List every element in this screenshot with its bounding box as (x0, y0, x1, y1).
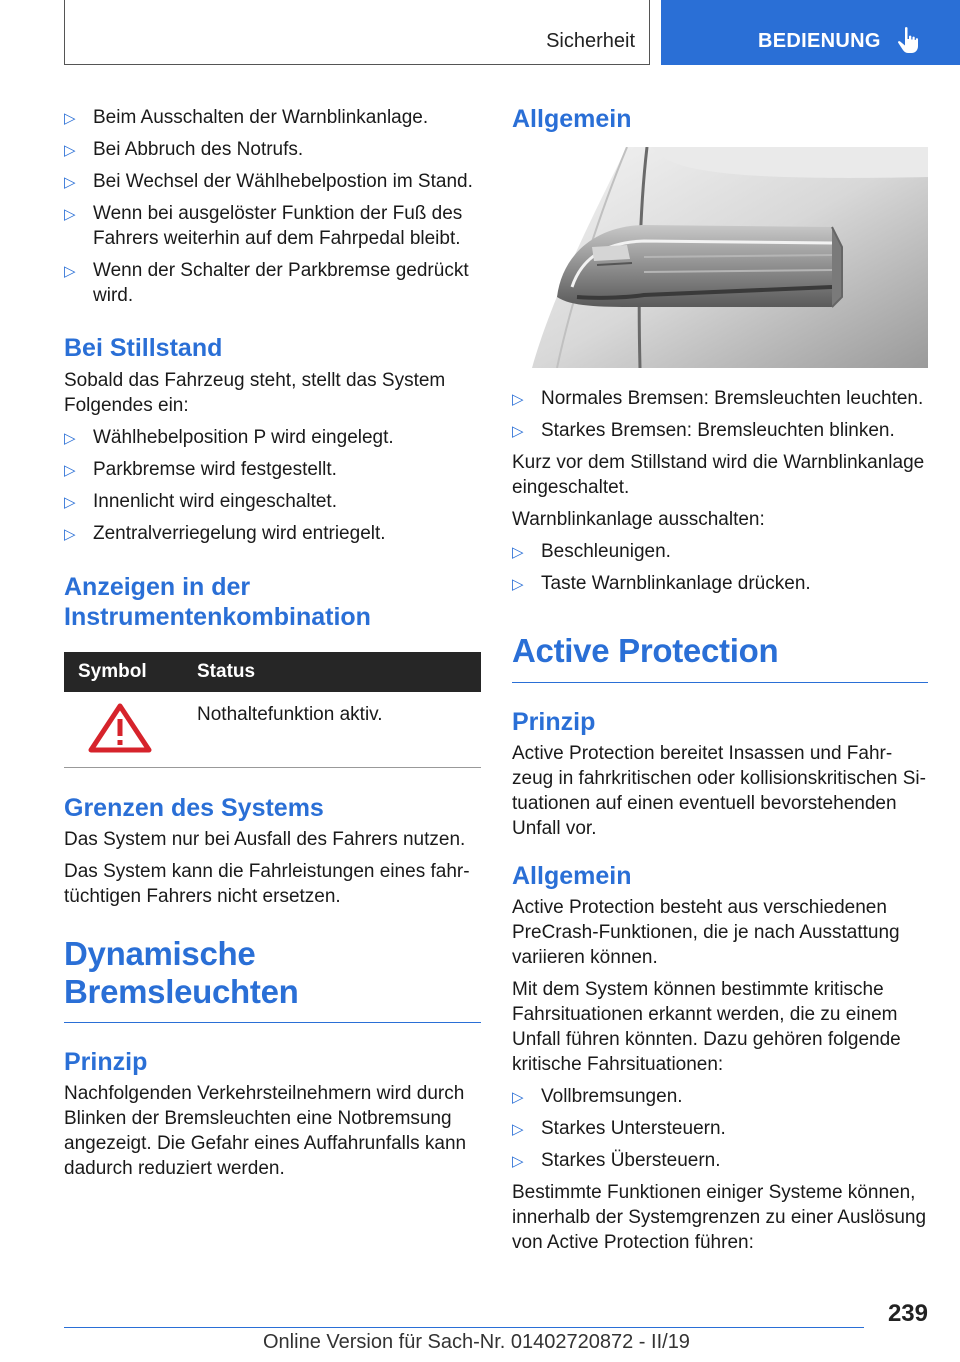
section-title: Sicherheit (546, 30, 635, 52)
list-item-text: Parkbremse wird festgestellt. (93, 459, 337, 480)
list-item-text: Wenn der Schalter der Parkbremse gedrückt wird. (93, 260, 469, 306)
list-item (512, 539, 928, 564)
bullet-triangle-icon: ▷ (64, 462, 76, 479)
chapter-title: BEDIENUNG (758, 30, 881, 52)
bullet-triangle-icon: ▷ (64, 430, 76, 447)
heading-allgemein: Allgemein (512, 105, 632, 133)
brems-text-2: Warnblinkanlage ausschalten: (512, 509, 765, 530)
stillstand-text: Sobald das Fahrzeug steht, stellt das System Folgendes ein: (64, 370, 446, 416)
list-item-text: Innenlicht wird eingeschaltet. (93, 491, 337, 512)
heading-underline (512, 682, 928, 683)
bullet-triangle-icon: ▷ (64, 206, 76, 223)
header-chapter-box (661, 0, 960, 65)
table-header-status: Status (197, 652, 481, 692)
footer-divider (64, 1327, 864, 1328)
list-item-text: Starkes Untersteuern. (541, 1118, 726, 1139)
table-header-row (64, 652, 481, 692)
bullet-triangle-icon: ▷ (512, 544, 524, 561)
table-row (64, 692, 481, 767)
heading-underline (64, 1022, 481, 1023)
list-item (512, 1148, 928, 1173)
heading-active-protection: Active Protection (512, 632, 779, 669)
table-bottom-divider (64, 767, 481, 768)
heading-grenzen: Grenzen des Systems (64, 794, 324, 822)
list-item-text: Wenn bei ausgelöster Funktion der Fuß des Fahrers weiterhin auf dem Fahrpedal bleibt. (93, 203, 463, 249)
list-item (64, 521, 481, 546)
list-item-text: Normales Bremsen: Bremsleuchten leuchten. (541, 388, 924, 409)
list-item (64, 457, 481, 482)
list-item (64, 425, 481, 450)
bullet-triangle-icon: ▷ (64, 263, 76, 280)
table-cell-status: Nothaltefunktion aktiv. (197, 704, 383, 725)
list-item-text: Beschleunigen. (541, 541, 671, 562)
brems-text-1: Kurz vor dem Stillstand wird die Warnblinkanlage eingeschaltet. (512, 452, 925, 498)
list-item-text: Bei Abbruch des Notrufs. (93, 139, 304, 160)
list-item (512, 1116, 928, 1141)
grenzen-text-2: Das System kann die Fahrleistungen eines fahr‐tüchtigen Fahrers nicht ersetzen. (64, 861, 470, 907)
list-item (512, 571, 928, 596)
bullet-triangle-icon: ▷ (64, 174, 76, 191)
list-item (64, 258, 481, 308)
indicator-table (64, 652, 481, 767)
hand-pointer-icon (897, 26, 919, 54)
table-cell-symbol (64, 692, 197, 767)
list-item (64, 105, 481, 130)
tail-light-photo (532, 147, 928, 368)
list-item (512, 1084, 928, 1109)
list-item-text: Starkes Bremsen: Bremsleuchten blinken. (541, 420, 895, 441)
grenzen-text-1: Das System nur bei Ausfall des Fahrers nutzen. (64, 829, 466, 850)
heading-anzeigen: Anzeigen in der Instrumentenkombination (64, 573, 371, 631)
ap-allgemein-text-2: Mit dem System können bestimmte kritische Fahrsituationen erkannt werden, die zu einem Unfall führen könnten. Dazu gehören folgende kritische Fahrsituationen: (512, 979, 901, 1075)
ap-prinzip-text: Active Protection bereitet Insassen und Fahr‐zeug in fahrkritischen oder kollisionskritischen Si‐tuationen auf einen eventuell bevorstehenden Unfall vor. (512, 743, 926, 839)
bullet-triangle-icon: ▷ (512, 1121, 524, 1138)
list-item-text: Starkes Übersteuern. (541, 1150, 721, 1171)
bullet-triangle-icon: ▷ (512, 391, 524, 408)
list-item-text: Wählhebelposition P wird eingelegt. (93, 427, 394, 448)
ap-text-3: Bestimmte Funktionen einiger Systeme können, innerhalb der Systemgrenzen zu einer Auslösung von Active Protection führen: (512, 1182, 927, 1253)
bullet-triangle-icon: ▷ (512, 423, 524, 440)
prinzip-text: Nachfolgenden Verkehrsteilnehmern wird durch Blinken der Bremsleuchten eine Notbremsung angezeigt. Die Gefahr eines Auffahrunfalls kann dadurch reduziert werden. (64, 1083, 467, 1179)
heading-prinzip: Prinzip (64, 1048, 148, 1076)
header-section-box (64, 0, 650, 65)
list-item-text: Bei Wechsel der Wählhebelpostion im Stand. (93, 171, 473, 192)
left-column (64, 100, 481, 1188)
heading-ap-prinzip: Prinzip (512, 708, 596, 736)
heading-bei-stillstand: Bei Stillstand (64, 334, 223, 362)
bullet-triangle-icon: ▷ (512, 1089, 524, 1106)
list-item (512, 386, 928, 411)
warning-triangle-icon (88, 703, 152, 753)
right-column (512, 100, 928, 1262)
bullet-triangle-icon: ▷ (64, 142, 76, 159)
list-item (64, 489, 481, 514)
list-item (64, 137, 481, 162)
list-item-text: Vollbremsungen. (541, 1086, 683, 1107)
bullet-triangle-icon: ▷ (64, 526, 76, 543)
list-item-text: Zentralverriegelung wird entriegelt. (93, 523, 386, 544)
list-item-text: Beim Ausschalten der Warnblinkanlage. (93, 107, 429, 128)
heading-dynamische-bremsleuchten: Dynamische Bremsleuchten (64, 935, 299, 1010)
list-item (512, 418, 928, 443)
ap-allgemein-text-1: Active Protection besteht aus verschiedenen PreCrash-Funktionen, die je nach Ausstattung variieren können. (512, 897, 900, 968)
list-item-text: Taste Warnblinkanlage drücken. (541, 573, 811, 594)
bullet-triangle-icon: ▷ (64, 494, 76, 511)
list-item (64, 169, 481, 194)
list-item (64, 201, 481, 251)
table-header-symbol: Symbol (64, 652, 197, 692)
bullet-triangle-icon: ▷ (512, 1153, 524, 1170)
bullet-triangle-icon: ▷ (64, 110, 76, 127)
bullet-triangle-icon: ▷ (512, 576, 524, 593)
page-number: 239 (887, 1300, 928, 1327)
heading-ap-allgemein: Allgemein (512, 862, 632, 890)
online-version-text: Online Version für Sach-Nr. 01402720872 - II/19 (263, 1331, 690, 1353)
